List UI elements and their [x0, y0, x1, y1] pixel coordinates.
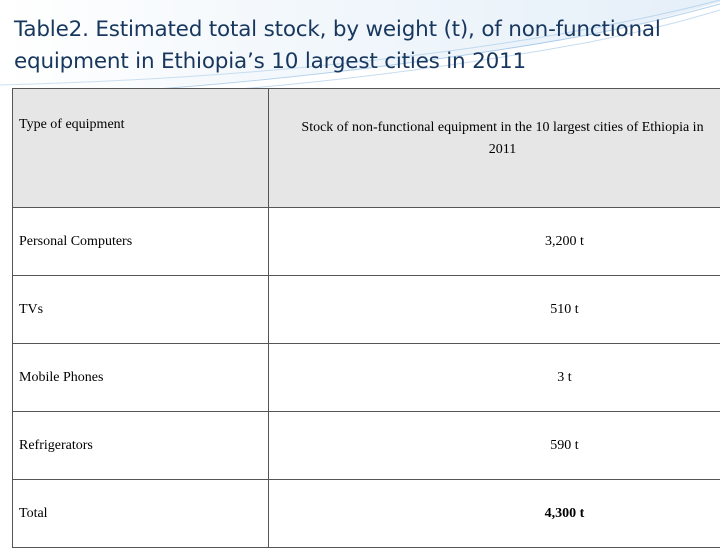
header-stock-cell: Stock of non-functional equipment in the 10 largest cities of Ethiopia in 2011 [269, 89, 720, 208]
row-stock-cell: 590 t [269, 412, 720, 480]
table-row [13, 208, 720, 276]
row-stock-cell: 510 t [269, 276, 720, 344]
row-type-cell: Mobile Phones [13, 344, 269, 412]
table-row [13, 344, 720, 412]
row-type-cell: Personal Computers [13, 208, 269, 276]
row-type-cell: Refrigerators [13, 412, 269, 480]
row-stock-cell: 3 t [269, 344, 720, 412]
page-title: Table2. Estimated total stock, by weight (t), of non-functional equipment in Ethiopia’s 10 largest cities in 2011 [14, 14, 714, 78]
table-header-row [13, 89, 720, 208]
row-stock-cell: 3,200 t [269, 208, 720, 276]
table-row [13, 412, 720, 480]
equipment-stock-table [12, 88, 720, 548]
total-label-cell: Total [13, 480, 269, 548]
total-value-cell: 4,300 t [269, 480, 720, 548]
row-type-cell: TVs [13, 276, 269, 344]
header-type-cell: Type of equipment [13, 89, 269, 208]
table-row [13, 276, 720, 344]
table-total-row [13, 480, 720, 548]
